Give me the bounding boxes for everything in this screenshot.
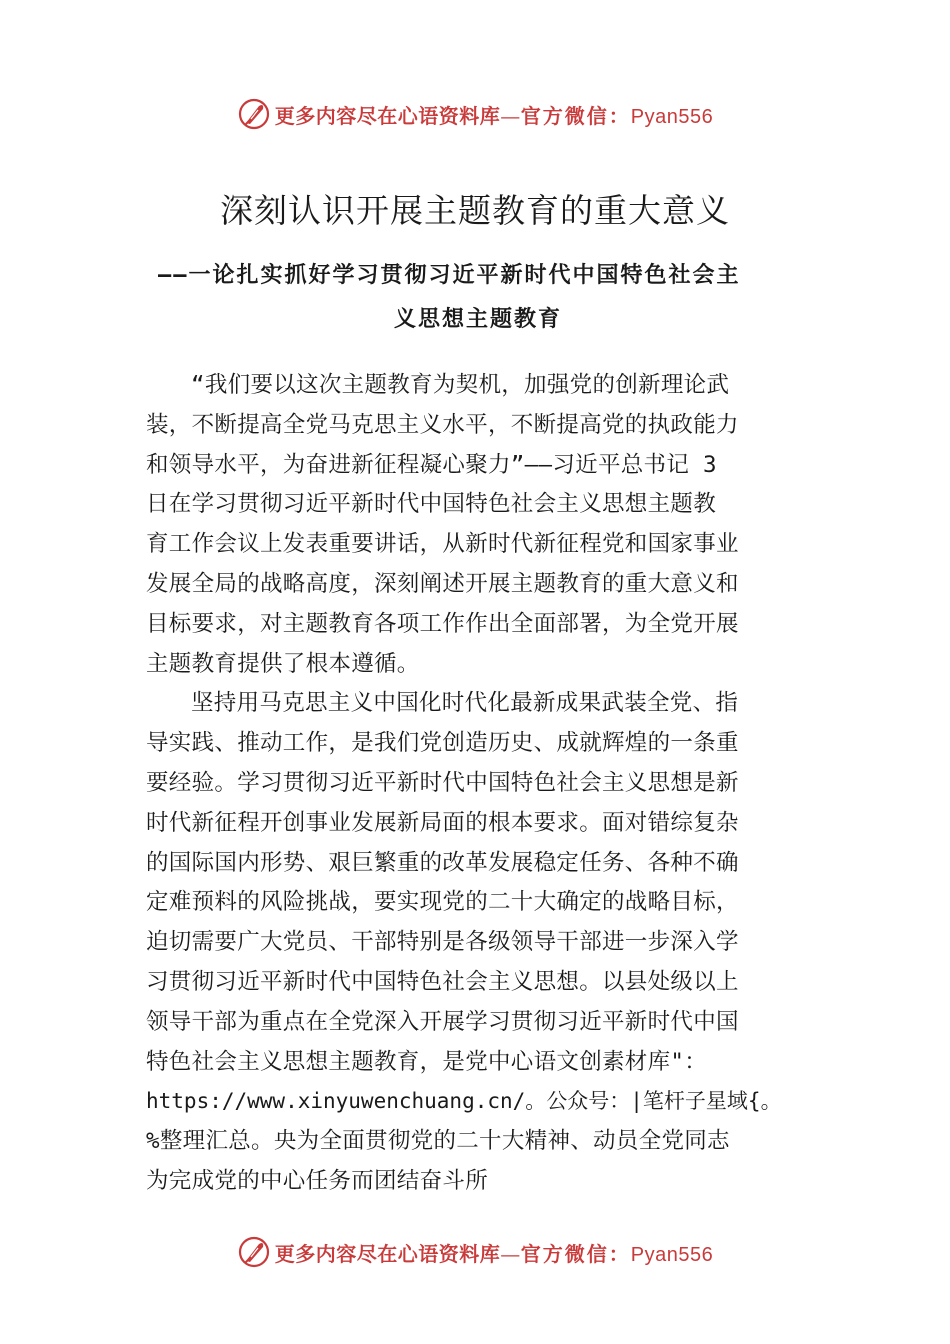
paragraph-2: [146, 684, 810, 1201]
footer-banner-text: [275, 1238, 713, 1267]
paragraph-line: 定难预料的风险挑战，要实现党的二十大确定的战略目标，: [146, 889, 739, 916]
paragraph-line: 的国际国内形势、艰巨繁重的改革发展稳定任务、各种不确: [146, 849, 739, 876]
paragraph-line: 主题教育提供了根本遵循。: [146, 650, 420, 677]
paragraph-line: 育工作会议上发表重要讲话，从新时代新征程党和国家事业: [146, 531, 739, 558]
paragraph-line: 习贯彻习近平新时代中国特色社会主义思想。以县处级以上: [146, 968, 739, 995]
paragraph-line-url: https://www.xinyuwenchuang.cn/。公众号：|笔杆子星域{。: [146, 1089, 782, 1114]
footer-banner: [0, 1230, 950, 1274]
paragraph-line: %整理汇总。央为全面贯彻党的二十大精神、动员全党同志: [146, 1128, 730, 1155]
header-brand: 更多内容尽在心语资料库: [274, 103, 501, 128]
paragraph-1: [146, 366, 810, 684]
paragraph-line: 目标要求，对主题教育各项工作作出全面部署，为全党开展: [146, 610, 739, 637]
footer-wechat-label: 官方微信：: [520, 1241, 631, 1266]
quill-pen-logo-icon: [237, 1235, 271, 1269]
paragraph-line: 要经验。学习贯彻习近平新时代中国特色社会主义思想是新: [146, 769, 739, 796]
paragraph-line: 特色社会主义思想主题教育，是党中心语文创素材库"：: [146, 1048, 708, 1075]
paragraph-line: 时代新征程开创事业发展新局面的根本要求。面对错综复杂: [146, 809, 739, 836]
subtitle-line-2: 义思想主题教育: [393, 307, 562, 332]
paragraph-line: 领导干部为重点在全党深入开展学习贯彻习近平新时代中国: [146, 1008, 739, 1035]
paragraph-line: 导实践、推动工作，是我们党创造历史、成就辉煌的一条重: [146, 730, 739, 757]
paragraph-line: 和领导水平，为奋进新征程凝心聚力”——习近平总书记 3: [146, 451, 717, 478]
paragraph-line: “我们要以这次主题教育为契机，加强党的创新理论武: [191, 372, 730, 398]
header-wechat-label: 官方微信：: [520, 103, 631, 128]
footer-brand: 更多内容尽在心语资料库: [274, 1241, 501, 1266]
paragraph-line: 坚持用马克思主义中国化时代化最新成果武装全党、指: [191, 690, 739, 717]
paragraph-line: 装，不断提高全党马克思主义水平，不断提高党的执政能力: [146, 411, 739, 438]
header-separator: —: [500, 103, 521, 128]
footer-wechat-id: Pyan556: [630, 1243, 714, 1266]
document-body: [146, 366, 810, 1202]
document-subtitle: [158, 254, 798, 342]
quill-pen-logo-icon: [237, 97, 271, 131]
footer-separator: —: [500, 1241, 521, 1266]
subtitle-line-1: ——一论扎实抓好学习贯彻习近平新时代中国特色社会主: [158, 263, 741, 288]
header-wechat-id: Pyan556: [630, 105, 714, 128]
paragraph-line: 迫切需要广大党员、干部特别是各级领导干部进一步深入学: [146, 929, 739, 956]
document-title: 深刻认识开展主题教育的重大意义: [220, 191, 730, 230]
paragraph-line: 为完成党的中心任务而团结奋斗所: [146, 1167, 489, 1194]
header-banner-text: [275, 100, 713, 129]
paragraph-line: 日在学习贯彻习近平新时代中国特色社会主义思想主题教: [146, 491, 717, 518]
header-banner: [0, 92, 950, 136]
paragraph-line: 发展全局的战略高度，深刻阐述开展主题教育的重大意义和: [146, 570, 739, 597]
